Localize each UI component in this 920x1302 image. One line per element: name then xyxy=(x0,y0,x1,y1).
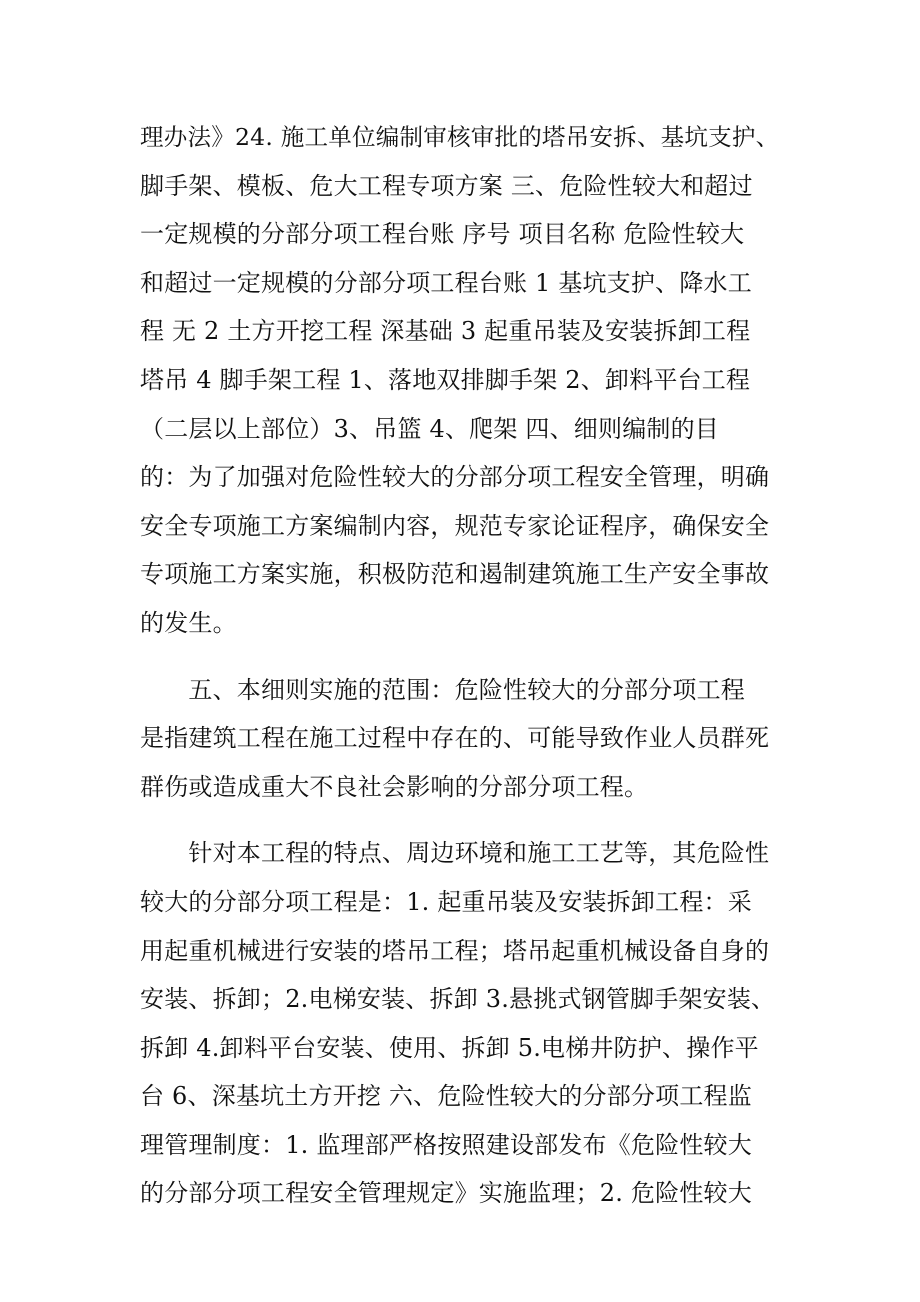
text-line: 较大的分部分项工程是：1. 起重吊装及安装拆卸工程：采 xyxy=(140,887,752,916)
text-line: 安装、拆卸；2.电梯安装、拆卸 3.悬挑式钢管脚手架安装、 xyxy=(140,985,776,1014)
text-line: 安全专项施工方案编制内容，规范专家论证程序，确保安全 xyxy=(140,511,770,540)
text-line: 脚手架、模板、危大工程专项方案 三、危险性较大和超过 xyxy=(140,171,753,200)
text-line: 程 无 2 土方开挖工程 深基础 3 起重吊装及安装拆卸工程 xyxy=(140,317,751,346)
text-line: 一定规模的分部分项工程台账 序号 项目名称 危险性较大 xyxy=(140,220,745,249)
paragraph-gap xyxy=(140,648,780,666)
text-line: 台 6、深基坑土方开挖 六、危险性较大的分部分项工程监 xyxy=(140,1082,752,1111)
text-line: 用起重机械进行安装的塔吊工程；塔吊起重机械设备自身的 xyxy=(140,936,770,965)
text-line: 针对本工程的特点、周边环境和施工工艺等，其危险性 xyxy=(140,839,770,868)
text-line: 的分部分项工程安全管理规定》实施监理；2. 危险性较大 xyxy=(140,1179,752,1208)
text-line: 的发生。 xyxy=(140,608,237,637)
text-line: 是指建筑工程在施工过程中存在的、可能导致作业人员群死 xyxy=(140,724,770,753)
text-line: 和超过一定规模的分部分项工程台账 1 基坑支护、降水工 xyxy=(140,268,752,297)
text-line: 的：为了加强对危险性较大的分部分项工程安全管理，明确 xyxy=(140,463,770,492)
text-line: 理办法》24. 施工单位编制审核审批的塔吊安拆、基坑支护、 xyxy=(140,123,780,151)
text-line: （二层以上部位）3、吊篮 4、爬架 四、细则编制的目 xyxy=(140,414,719,443)
paragraph-gap xyxy=(140,811,780,829)
text-line: 理管理制度：1. 监理部严格按照建设部发布《危险性较大 xyxy=(140,1130,752,1159)
text-line: 群伤或造成重大不良社会影响的分部分项工程。 xyxy=(140,772,649,801)
text-line: 五、本细则实施的范围：危险性较大的分部分项工程 xyxy=(140,675,745,704)
body-text xyxy=(140,113,780,1218)
text-line: 专项施工方案实施，积极防范和遏制建筑施工生产安全事故 xyxy=(140,560,770,589)
text-line: 塔吊 4 脚手架工程 1、落地双排脚手架 2、卸料平台工程 xyxy=(140,365,751,394)
text-line: 拆卸 4.卸料平台安装、使用、拆卸 5.电梯井防护、操作平 xyxy=(140,1033,759,1062)
